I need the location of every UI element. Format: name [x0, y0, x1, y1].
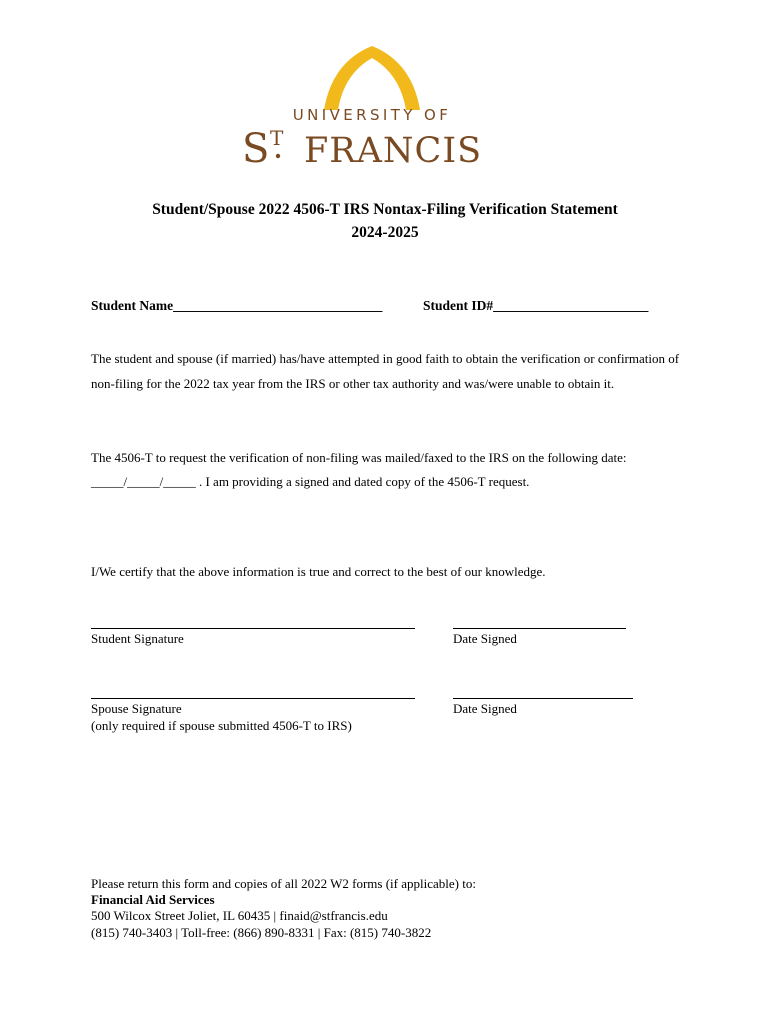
university-logo	[240, 44, 505, 169]
attempt-paragraph: The student and spouse (if married) has/have attempted in good faith to obtain the verification or confirmation of non-filing for the 2022 tax year from the IRS or other tax authority and was/were unable to obtain it.	[91, 351, 680, 391]
office-phones: (815) 740-3403 | Toll-free: (866) 890-8331 | Fax: (815) 740-3822	[91, 925, 432, 940]
office-name: Financial Aid Services	[91, 892, 215, 907]
student-date-label: Date Signed	[453, 631, 517, 646]
certify-statement: I/We certify that the above information is true and correct to the best of our knowledge.	[91, 564, 546, 579]
spouse-signature-note: (only required if spouse submitted 4506-T to IRS)	[91, 718, 352, 733]
mailed-paragraph-line1: The 4506-T to request the verification of non-filing was mailed/faxed to the IRS on the following date:	[91, 450, 627, 465]
student-date-line[interactable]	[453, 628, 626, 629]
spouse-date-label: Date Signed	[453, 701, 517, 716]
logo-st-dot	[276, 154, 280, 158]
office-address: 500 Wilcox Street Joliet, IL 60435 | finaid@stfrancis.edu	[91, 908, 388, 923]
form-title: Student/Spouse 2022 4506-T IRS Nontax-Filing Verification Statement	[152, 201, 618, 218]
student-name-field[interactable]: Student Name_______________________________	[91, 298, 383, 313]
form-year: 2024-2025	[351, 224, 419, 241]
logo-line1: UNIVERSITY OF	[292, 106, 452, 124]
return-instructions: Please return this form and copies of all 2022 W2 forms (if applicable) to:	[91, 876, 476, 891]
logo-arch	[324, 46, 420, 110]
student-signature-label: Student Signature	[91, 631, 184, 646]
logo-st-s: S	[242, 126, 270, 169]
student-id-field[interactable]: Student ID#_______________________	[423, 298, 649, 313]
spouse-signature-label: Spouse Signature	[91, 701, 182, 716]
spouse-signature-line[interactable]	[91, 698, 415, 699]
spouse-date-line[interactable]	[453, 698, 633, 699]
student-signature-line[interactable]	[91, 628, 415, 629]
logo-st-t: T	[270, 126, 284, 150]
mailed-date-line[interactable]: _____/_____/_____ . I am providing a signed and dated copy of the 4506-T request.	[91, 474, 530, 489]
logo-line2: FRANCIS	[304, 131, 483, 169]
